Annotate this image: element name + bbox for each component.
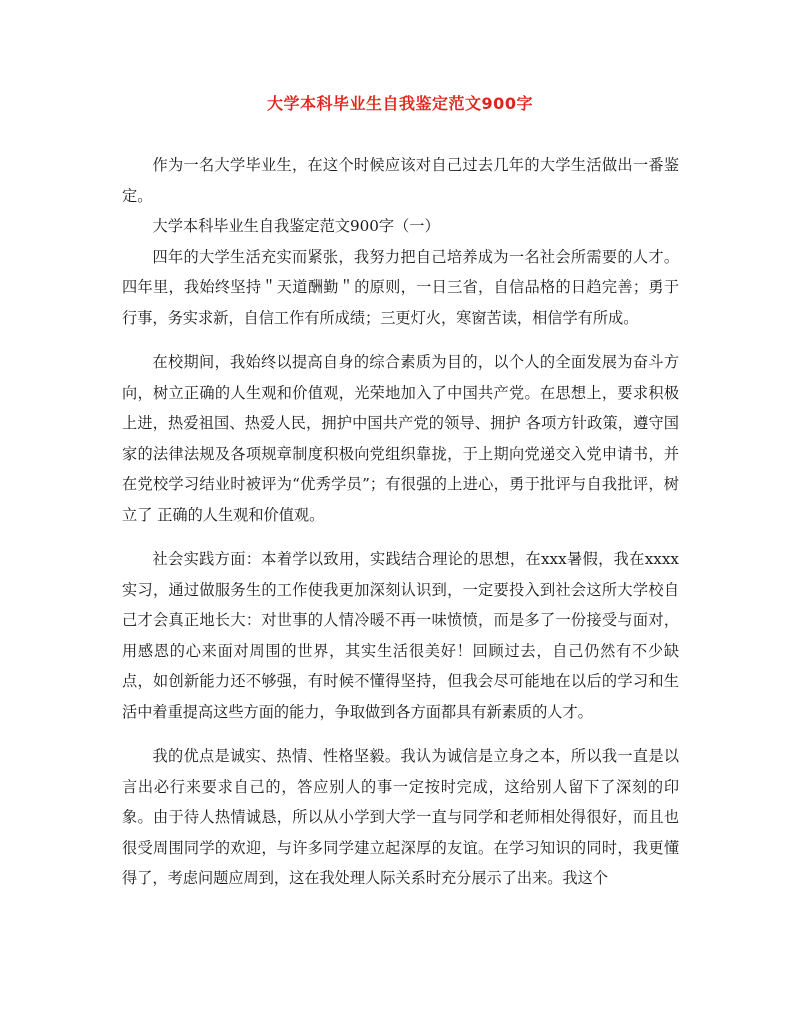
paragraph-gap [122, 530, 679, 544]
body-paragraph: 四年的大学生活充实而紧张，我努力把自己培养成为一名社会所需要的人才。四年里，我始终坚持＂天道酬勤＂的原则，一日三省，自信品格的日趋完善；勇于行事，务实求新，自信工作有所成绩；三更灯火，寒窗苦读，相信学有所成。 [122, 247, 679, 327]
intro-paragraph: 作为一名大学毕业生，在这个时候应该对自己过去几年的大学生活做出一番鉴定。 [122, 156, 679, 205]
body-paragraph: 社会实践方面：本着学以致用，实践结合理论的思想，在xxx暑假，我在xxxx实习，通过做服务生的工作使我更加深刻认识到，一定要投入到社会这所大学校自己才会真正地长大：对世事的人情冷暖不再一味愤愤，而是多了一份接受与面对，用感恩的心来面对周围的世界，其实生活很美好！回顾过去，自己仍然有不少缺点，如创新能力还不够强，有时候不懂得坚持，但我会尽可能地在以后的学习和生活中着重提高这些方面的能力，争取做到各方面都具有新素质的人才。 [122, 550, 679, 721]
document-title: 大学本科毕业生自我鉴定范文900字 [267, 94, 533, 113]
body-paragraph: 在校期间，我始终以提高自身的综合素质为目的，以个人的全面发展为奋斗方向，树立正确的人生观和价值观，光荣地加入了中国共产党。在思想上，要求积极上进，热爱祖国、热爱人民，拥护中国共产党的领导、拥护 各项方针政策，遵守国家的法律法规及各项规章制度积极向党组织靠拢，于上期向党递交入党申请书，并在党校学习结业时被评为“优秀学员”；有很强的上进心，勇于批评与自我批评，树立了 正确的人生观和价值观。 [122, 353, 679, 524]
paragraph-gap [122, 727, 679, 741]
document-body [122, 150, 679, 894]
section-heading: 大学本科毕业生自我鉴定范文900字（一） [152, 217, 440, 235]
paragraph-gap [122, 333, 679, 347]
body-paragraph: 我的优点是诚实、热情、性格坚毅。我认为诚信是立身之本，所以我一直是以言出必行来要求自己的，答应别人的事一定按时完成，这给别人留下了深刻的印象。由于待人热情诚恳，所以从小学到大学一直与同学和老师相处得很好，而且也很受周围同学的欢迎，与许多同学建立起深厚的友谊。在学习知识的同时，我更懂得了，考虑问题应周到，这在我处理人际关系时充分展示了出来。我这个 [122, 747, 679, 887]
